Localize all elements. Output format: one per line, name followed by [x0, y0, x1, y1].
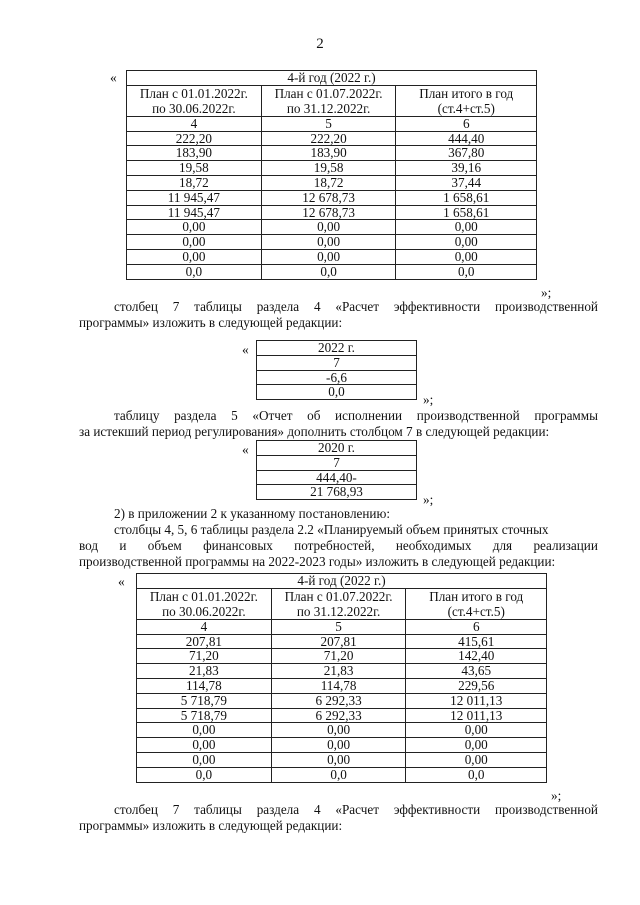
table-cell: 0,00: [127, 235, 262, 250]
table-cell: -6,6: [257, 370, 417, 385]
table-cell: 7: [257, 455, 417, 470]
table-cell: 229,56: [406, 678, 547, 693]
table-row: [127, 264, 537, 279]
table-cell: 0,00: [396, 235, 537, 250]
table-cell: 11 945,47: [127, 205, 262, 220]
word: «Расчет: [335, 299, 379, 314]
column-header-line: План с 01.01.2022г.: [139, 85, 248, 101]
table-cell: 21,83: [137, 664, 272, 679]
word: столбец: [114, 299, 158, 314]
table-cell: 5 718,79: [137, 693, 272, 708]
paragraph-appendix2: [79, 506, 598, 570]
table-cell: 11 945,47: [127, 190, 262, 205]
word: столбец: [114, 802, 158, 817]
table-row: [137, 738, 547, 753]
column-header-line: План итого в год: [429, 588, 524, 604]
paragraph-line: [79, 408, 598, 424]
column-header-line: План итого в год: [419, 85, 514, 101]
word: исполнении: [335, 408, 403, 423]
word: производственной: [495, 299, 598, 314]
table-cell: 183,90: [127, 146, 262, 161]
table-cell: 444,40: [396, 131, 537, 146]
column-header-line: по 30.06.2022г.: [152, 100, 236, 116]
word: 4: [313, 299, 321, 314]
table-cell: 367,80: [396, 146, 537, 161]
word: производственной: [495, 802, 598, 817]
table-row: [257, 385, 417, 400]
table-cell: 1 658,61: [396, 190, 537, 205]
table-row: [257, 370, 417, 385]
paragraph-column7-section4: [79, 802, 598, 834]
table-row: [257, 485, 417, 500]
table-row: [137, 693, 547, 708]
table-row: [137, 723, 547, 738]
paragraph-line: столбцы 4, 5, 6 таблицы раздела 2.2 «Планируемый объем принятых сточных: [114, 522, 549, 537]
word: «Отчет: [252, 408, 293, 423]
word: 4: [313, 802, 321, 817]
table-cell: 183,90: [261, 146, 396, 161]
word: реализации: [533, 538, 598, 553]
table-row: [127, 175, 537, 190]
table-cell: 222,20: [261, 131, 396, 146]
table-cell: 6: [396, 116, 537, 131]
word: «Расчет: [335, 802, 379, 817]
word: раздела: [174, 408, 217, 423]
table-cell: 114,78: [137, 678, 272, 693]
paragraph-line: 2) в приложении 2 к указанному постановлению:: [114, 506, 391, 521]
table-cell: 2020 г.: [257, 441, 417, 456]
close-quote: »;: [541, 285, 552, 300]
table-cell: 21,83: [271, 664, 406, 679]
table-cell: 0,00: [137, 738, 272, 753]
word: 5: [231, 408, 238, 423]
column-header: [396, 85, 537, 116]
word: 7: [172, 299, 180, 314]
word: и: [119, 538, 127, 553]
table-cell: 19,58: [261, 161, 396, 176]
paragraph-column7-section4: [79, 299, 598, 331]
table-cell: 1 658,61: [396, 205, 537, 220]
table-row: [137, 708, 547, 723]
column-header-line: (ст.4+ст.5): [447, 603, 505, 619]
column-header-line: по 31.12.2022г.: [286, 100, 371, 116]
table-cell: 0,0: [406, 767, 547, 782]
table-cell: 12 678,73: [261, 205, 396, 220]
close-quote: »;: [551, 788, 562, 803]
word: таблицы: [194, 299, 242, 314]
table-column7-2022: [256, 340, 417, 400]
table-cell: 0,00: [261, 235, 396, 250]
year-header: 4-й год (2022 г.): [127, 71, 537, 86]
column-header: [137, 588, 272, 619]
word: потребностей,: [294, 538, 375, 553]
table-cell: 0,00: [137, 723, 272, 738]
year-header: 4-й год (2022 г.): [137, 574, 547, 589]
table-cell: 0,00: [271, 723, 406, 738]
table-section4-2022: [126, 70, 537, 280]
table-row: [137, 752, 547, 767]
table-cell: 0,0: [261, 264, 396, 279]
table-cell: 7: [257, 355, 417, 370]
table-row: [137, 649, 547, 664]
table-cell: 0,0: [127, 264, 262, 279]
column-header-line: План с 01.07.2022г.: [284, 588, 393, 604]
close-quote: »;: [423, 492, 434, 507]
table-cell: 4: [127, 116, 262, 131]
table-cell: 0,00: [271, 738, 406, 753]
table-cell: 0,00: [137, 752, 272, 767]
close-quote: »;: [423, 392, 434, 407]
word: объем: [147, 538, 182, 553]
column-header-line: по 31.12.2022г.: [296, 603, 381, 619]
table-row: [137, 767, 547, 782]
table-cell: 0,00: [406, 723, 547, 738]
table-cell: 222,20: [127, 131, 262, 146]
paragraph-line: программы» изложить в следующей редакции:: [79, 315, 343, 330]
table-cell: 0,00: [406, 738, 547, 753]
column-header: [406, 588, 547, 619]
table-cell: 5: [271, 619, 406, 634]
table-cell: 114,78: [271, 678, 406, 693]
table-cell: 12 011,13: [406, 708, 547, 723]
table-cell: 19,58: [127, 161, 262, 176]
table-cell: 5 718,79: [137, 708, 272, 723]
table-row: [257, 455, 417, 470]
paragraph-line: [79, 802, 598, 818]
table-cell: 415,61: [406, 634, 547, 649]
table-cell: 12 678,73: [261, 190, 396, 205]
table-cell: 2022 г.: [257, 341, 417, 356]
table-cell: 43,65: [406, 664, 547, 679]
table-row: [137, 664, 547, 679]
table-header-row: [137, 574, 547, 589]
word: финансовых: [203, 538, 273, 553]
table-cell: 0,00: [127, 249, 262, 264]
column-header: [261, 85, 396, 116]
table-row: [127, 220, 537, 235]
word: раздела: [256, 802, 300, 817]
table-cell: 0,00: [261, 249, 396, 264]
open-quote: «: [242, 342, 249, 357]
column-header: [271, 588, 406, 619]
table-cell: 207,81: [137, 634, 272, 649]
table-cell: 0,0: [137, 767, 272, 782]
table-cell: 0,0: [271, 767, 406, 782]
table-cell: 0,00: [406, 752, 547, 767]
table-cell: 0,0: [257, 385, 417, 400]
table-cell: 5: [261, 116, 396, 131]
table-cell: 142,40: [406, 649, 547, 664]
word: для: [492, 538, 513, 553]
paragraph-line: программы» изложить в следующей редакции:: [79, 818, 343, 833]
table-row: [127, 190, 537, 205]
table-cell: 6 292,33: [271, 693, 406, 708]
column-header-line: по 30.06.2022г.: [162, 603, 246, 619]
table-cell: 71,20: [271, 649, 406, 664]
table-row: [127, 116, 537, 131]
open-quote: «: [242, 442, 249, 457]
column-header: [127, 85, 262, 116]
word: 7: [172, 802, 180, 817]
word: производственной: [416, 408, 520, 423]
table-cell: 6: [406, 619, 547, 634]
paragraph-line: за истекший период регулирования» дополнить столбцом 7 в следующей редакции:: [79, 424, 550, 439]
paragraph-report-section5: [79, 408, 598, 440]
table-cell: 39,16: [396, 161, 537, 176]
table-cell: 18,72: [261, 175, 396, 190]
table-row: [137, 634, 547, 649]
table-row: [127, 146, 537, 161]
table-row: [127, 205, 537, 220]
table-column7-2020: [256, 440, 417, 500]
table-cell: 4: [137, 619, 272, 634]
word: эффективности: [393, 802, 481, 817]
word: таблицы: [194, 802, 242, 817]
table-cell: 0,0: [396, 264, 537, 279]
table-row: [257, 470, 417, 485]
table-cell: 0,00: [396, 220, 537, 235]
table-cell: 0,00: [271, 752, 406, 767]
table-cell: 444,40-: [257, 470, 417, 485]
table-row: [127, 131, 537, 146]
word: таблицу: [114, 408, 160, 423]
table-header-row: [137, 588, 547, 619]
table-row: [127, 235, 537, 250]
table-cell: 71,20: [137, 649, 272, 664]
word: эффективности: [393, 299, 481, 314]
table-cell: 21 768,93: [257, 485, 417, 500]
paragraph-line: производственной программы на 2022-2023 годы» изложить в следующей редакции:: [79, 554, 556, 569]
table-row: [257, 355, 417, 370]
table-cell: 0,00: [261, 220, 396, 235]
table-cell: 12 011,13: [406, 693, 547, 708]
table-row: [257, 341, 417, 356]
column-header-line: (ст.4+ст.5): [437, 100, 495, 116]
table-cell: 6 292,33: [271, 708, 406, 723]
table-header-row: [127, 71, 537, 86]
column-header-line: План с 01.07.2022г.: [274, 85, 383, 101]
column-header-line: План с 01.01.2022г.: [149, 588, 258, 604]
table-cell: 0,00: [396, 249, 537, 264]
table-cell: 18,72: [127, 175, 262, 190]
word: раздела: [256, 299, 300, 314]
table-row: [257, 441, 417, 456]
open-quote: «: [110, 70, 117, 85]
open-quote: «: [118, 574, 125, 589]
word: необходимых: [395, 538, 472, 553]
table-row: [127, 161, 537, 176]
table-header-row: [127, 85, 537, 116]
table-row: [137, 619, 547, 634]
table-cell: 0,00: [127, 220, 262, 235]
table-cell: 207,81: [271, 634, 406, 649]
table-row: [137, 678, 547, 693]
page-number: 2: [316, 36, 324, 52]
paragraph-line: [79, 299, 598, 315]
table-section2-2-2022: [136, 573, 547, 783]
word: об: [307, 408, 321, 423]
table-row: [127, 249, 537, 264]
word: программы: [534, 408, 598, 423]
paragraph-line: [79, 538, 598, 554]
table-cell: 37,44: [396, 175, 537, 190]
word: вод: [79, 538, 99, 553]
